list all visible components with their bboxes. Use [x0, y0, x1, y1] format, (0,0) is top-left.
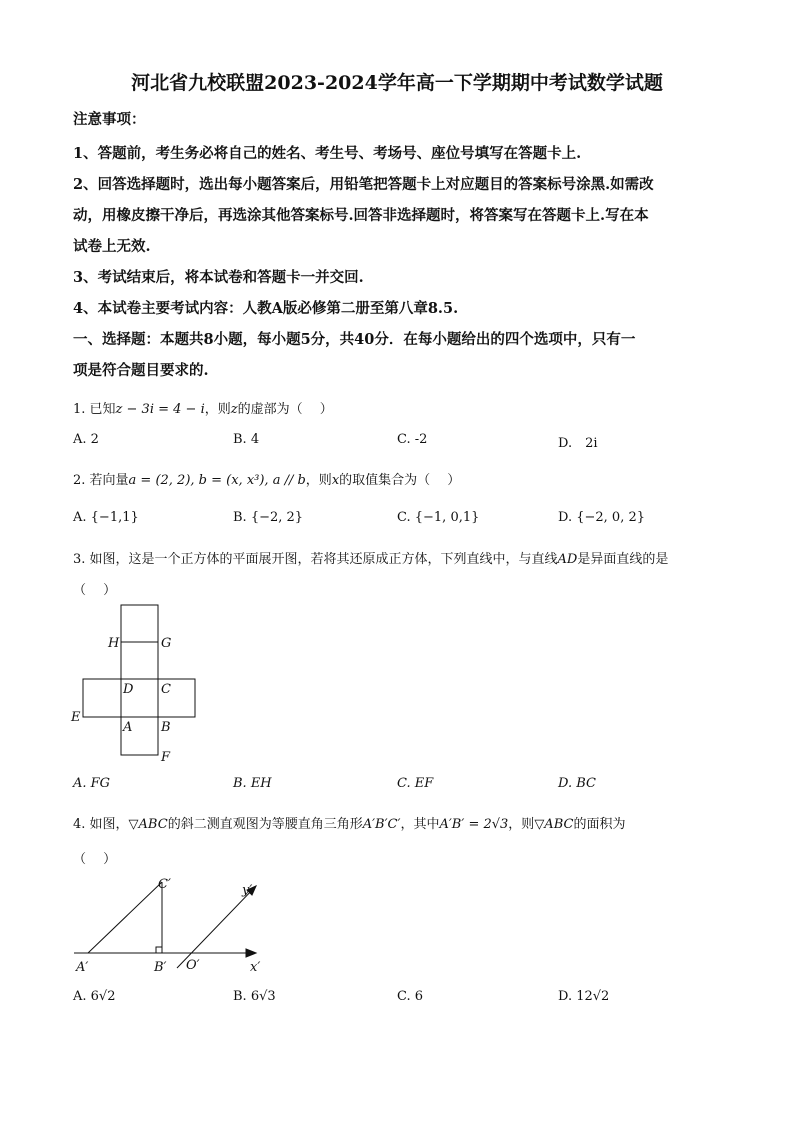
- note-line: 1、答题前，考生务必将自己的姓名、考生号、考场号、座位号填写在答题卡上.: [73, 145, 582, 162]
- q1-mid: ，则: [204, 402, 231, 417]
- q2-option-d[interactable]: D. {−2, 0, 2}: [558, 510, 646, 525]
- q4-mid1: 的斜二测直观图为等腰直角三角形: [167, 817, 363, 832]
- q4-triangle-prime: A′B′C′: [362, 817, 401, 832]
- note-line: 试卷上无效.: [73, 238, 151, 255]
- q4-option-b[interactable]: B. 6√3: [233, 989, 276, 1004]
- q2-vectors: a = (2, 2), b = (x, x³), a // b: [128, 473, 306, 488]
- label-g: G: [161, 636, 172, 651]
- q4-prefix: 4. 如图，: [73, 817, 129, 832]
- q4-triangle-3: ▽ABC: [534, 817, 574, 832]
- label-x-prime: x′: [250, 960, 261, 975]
- label-d: D: [123, 682, 134, 697]
- label-a: A: [123, 720, 133, 735]
- label-b-prime: B′: [154, 960, 167, 975]
- q4-option-d[interactable]: D. 12√2: [558, 989, 610, 1004]
- q4-mid2: ，其中: [400, 817, 440, 832]
- q1-option-a[interactable]: A. 2: [73, 432, 99, 447]
- q3-var: AD: [557, 552, 578, 567]
- q2-option-c[interactable]: C. {−1, 0,1}: [397, 510, 480, 525]
- label-f: F: [161, 750, 171, 765]
- notes-heading: 注意事项：: [73, 111, 146, 128]
- q3-option-c[interactable]: C. EF: [397, 776, 434, 791]
- oblique-diagram: [66, 870, 276, 980]
- q2-var: x: [331, 473, 340, 488]
- label-c-prime: C′: [158, 877, 171, 892]
- question-1: [73, 398, 333, 417]
- q1-option-b[interactable]: B. 4: [233, 432, 260, 447]
- label-c: C: [161, 682, 171, 697]
- q4-suffix: 的面积为: [573, 817, 626, 832]
- q2-mid: ，则: [305, 473, 332, 488]
- note-line: 2、回答选择题时，选出每小题答案后，用铅笔把答题卡上对应题目的答案标号涂黑.如需改: [73, 176, 654, 193]
- q1-option-c[interactable]: C. -2: [397, 432, 428, 447]
- q1-var: z: [230, 402, 238, 417]
- q3-option-a[interactable]: A. FG: [73, 776, 111, 791]
- section-heading: 项是符合题目要求的.: [73, 362, 209, 379]
- q1-option-d[interactable]: D. 2i: [558, 436, 598, 451]
- page-title: 河北省九校联盟2023-2024学年高一下学期期中考试数学试题: [131, 72, 663, 94]
- label-o-prime: O′: [186, 958, 200, 973]
- q4-mid3: ，则: [508, 817, 535, 832]
- q3-option-d[interactable]: D. BC: [558, 776, 596, 791]
- q2-suffix: 的取值集合为（ ）: [339, 473, 461, 488]
- q3-paren: （ ）: [73, 583, 117, 598]
- label-h: H: [108, 636, 120, 651]
- q1-suffix: 的虚部为（ ）: [237, 402, 333, 417]
- label-a-prime: A′: [76, 960, 89, 975]
- question-4: [73, 813, 625, 832]
- q3-option-b[interactable]: B. EH: [233, 776, 272, 791]
- q2-prefix: 2. 若向量: [73, 473, 129, 488]
- note-line: 3、考试结束后，将本试卷和答题卡一并交回.: [73, 269, 364, 286]
- q4-length: A′B′ = 2√3: [439, 817, 509, 832]
- q4-paren: （ ）: [73, 852, 117, 867]
- note-line: 动，用橡皮擦干净后，再选涂其他答案标号.回答非选择题时，将答案写在答题卡上.写在本: [73, 207, 649, 224]
- q1-prefix: 1. 已知: [73, 402, 116, 417]
- question-3: [73, 548, 668, 567]
- cube-net-diagram: [66, 600, 206, 770]
- label-y-prime: y′: [242, 883, 253, 898]
- label-b: B: [161, 720, 171, 735]
- q2-option-b[interactable]: B. {−2, 2}: [233, 510, 304, 525]
- q3-suffix: 是异面直线的是: [577, 552, 669, 567]
- label-e: E: [71, 710, 81, 725]
- q3-text: 3. 如图，这是一个正方体的平面展开图，若将其还原成正方体，下列直线中，与直线: [73, 552, 558, 567]
- question-2: [73, 469, 460, 488]
- q4-option-c[interactable]: C. 6: [397, 989, 424, 1004]
- section-heading: 一、选择题：本题共8小题，每小题5分，共40分．在每小题给出的四个选项中，只有一: [73, 331, 636, 348]
- note-line: 4、本试卷主要考试内容：人教A版必修第二册至第八章8.5.: [73, 300, 459, 317]
- q4-option-a[interactable]: A. 6√2: [73, 989, 116, 1004]
- q4-triangle: ▽ABC: [128, 817, 168, 832]
- q2-option-a[interactable]: A. {−1,1}: [73, 510, 139, 525]
- q1-equation: z − 3i = 4 − i: [115, 402, 205, 417]
